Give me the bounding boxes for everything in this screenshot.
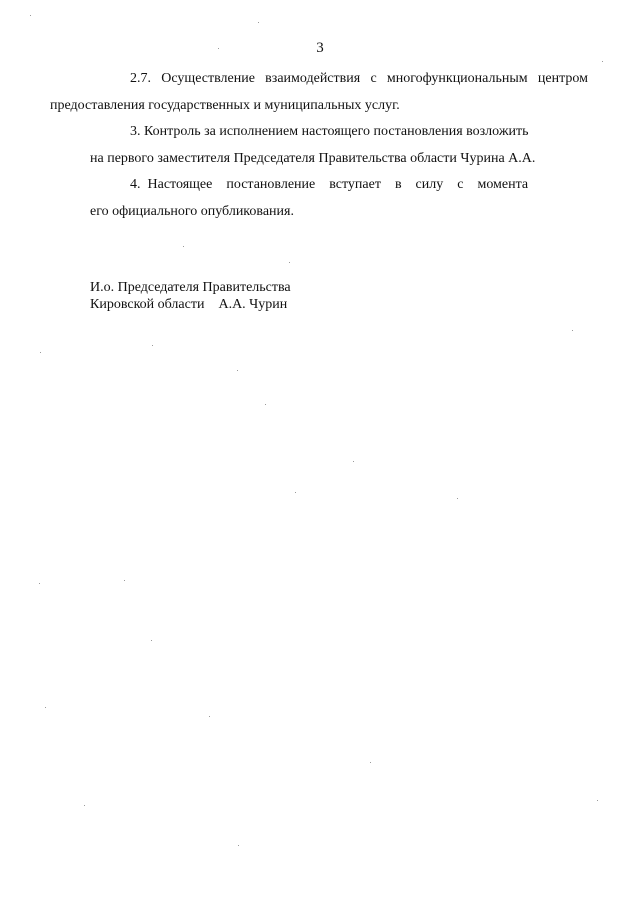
scan-speck xyxy=(40,352,41,353)
scan-speck xyxy=(39,583,40,584)
scan-speck xyxy=(209,716,210,717)
paragraph-4-line-2: его официального опубликования. xyxy=(90,203,294,219)
scan-speck xyxy=(370,762,371,763)
paragraph-4-line-1: 4. Настоящее постановление вступает в силу с момента xyxy=(130,177,529,192)
scan-speck xyxy=(353,461,354,462)
scan-speck xyxy=(238,845,239,846)
scan-speck xyxy=(183,246,184,247)
scan-speck xyxy=(597,800,598,801)
scan-speck xyxy=(289,262,290,263)
scan-speck xyxy=(295,492,296,493)
scan-speck xyxy=(30,15,31,16)
paragraph-3 xyxy=(90,119,588,172)
scan-speck xyxy=(45,707,46,708)
signature-region-and-name: Кировской области А.А. Чурин xyxy=(90,297,288,312)
scan-speck xyxy=(151,640,152,641)
paragraph-3-line-1: 3. Контроль за исполнением настоящего постановления возложить xyxy=(130,124,529,139)
paragraph-2-7-line-1: 2.7. Осуществление взаимодействия с многофункциональным центром xyxy=(130,71,588,86)
paragraph-2-7 xyxy=(50,66,588,119)
signature-title: И.о. Председателя Правительства xyxy=(90,280,291,295)
signature-block xyxy=(90,279,291,313)
scan-speck xyxy=(124,580,125,581)
paragraph-2-7-line-2: предоставления государственных и муниципальных услуг. xyxy=(50,97,400,113)
scan-speck xyxy=(602,61,603,62)
scan-speck xyxy=(84,805,85,806)
scan-speck xyxy=(258,22,259,23)
scan-speck xyxy=(457,498,458,499)
paragraph-4 xyxy=(90,172,588,225)
scan-speck xyxy=(237,370,238,371)
scan-speck xyxy=(218,48,219,49)
document-body xyxy=(50,66,588,225)
scan-speck xyxy=(572,330,573,331)
scan-speck xyxy=(152,345,153,346)
paragraph-3-line-2: на первого заместителя Председателя Правительства области Чурина А.А. xyxy=(90,150,536,166)
scan-speck xyxy=(265,404,266,405)
page-number: 3 xyxy=(316,40,324,56)
